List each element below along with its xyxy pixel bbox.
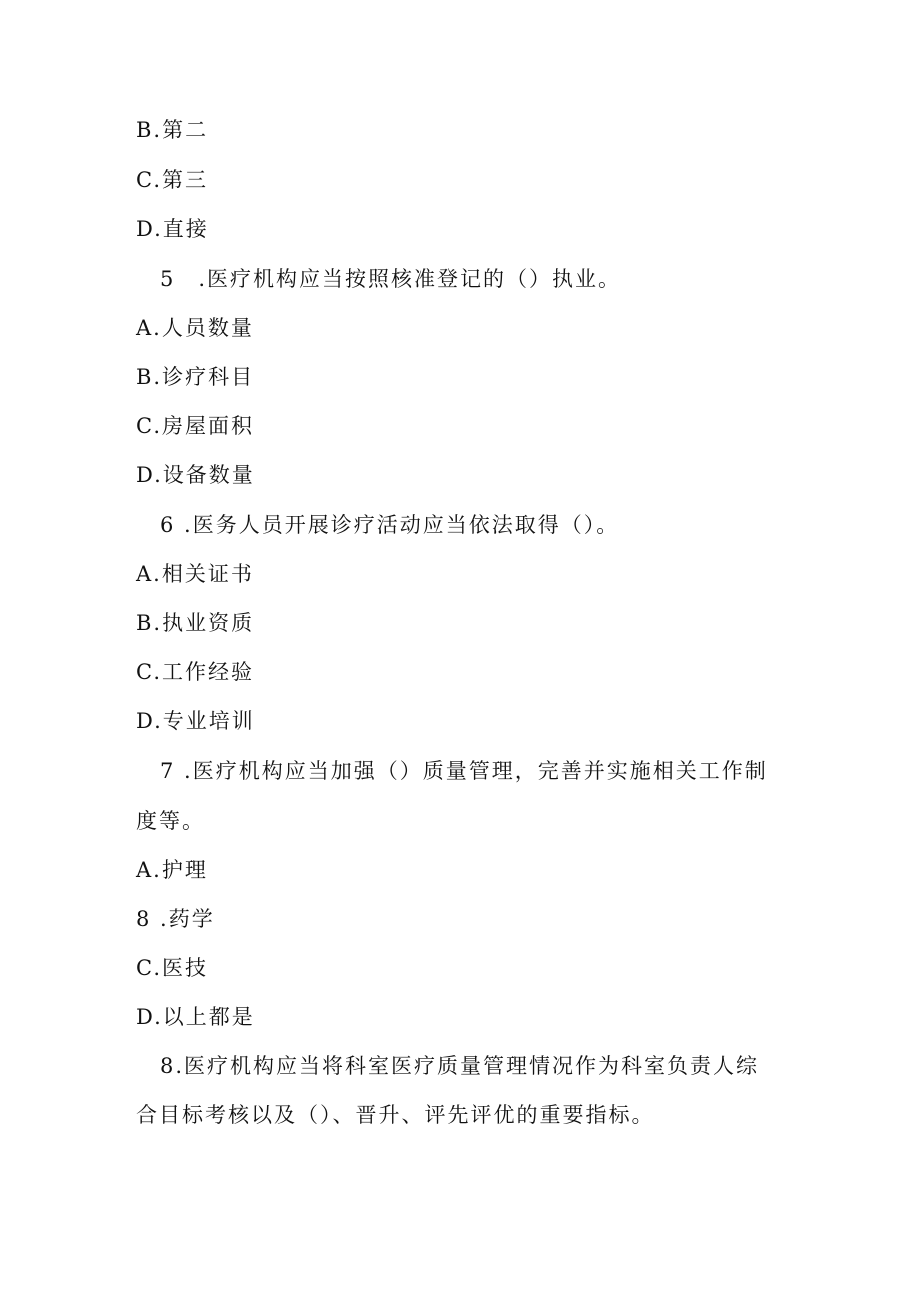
question-7-option-a: A.护理 [136, 858, 208, 882]
option-b-line: B.第二 [136, 118, 209, 142]
question-7-option-d: D.以上都是 [136, 1005, 255, 1029]
option-d-line: D.直接 [136, 217, 209, 241]
question-8-line-2: 合目标考核以及（）、晋升、评先评优的重要指标。 [136, 1103, 655, 1127]
question-7-option-b: 8 .药学 [136, 907, 215, 931]
question-6-option-c: C.工作经验 [136, 660, 254, 684]
question-6-option-d: D.专业培训 [136, 709, 255, 733]
question-7-option-c: C.医技 [136, 956, 208, 980]
option-c-line: C.第三 [136, 168, 208, 192]
question-6-option-b: B.执业资质 [136, 611, 255, 635]
question-6: 6 .医务人员开展诊疗活动应当依法取得（）。 [160, 513, 620, 537]
question-5-option-c: C.房屋面积 [136, 414, 254, 438]
question-5-option-b: B.诊疗科目 [136, 365, 255, 389]
question-7-line-2: 度等。 [136, 809, 205, 833]
question-5-option-a: A.人员数量 [136, 316, 254, 340]
question-5-option-d: D.设备数量 [136, 463, 255, 487]
question-6-option-a: A.相关证书 [136, 562, 254, 586]
question-8-line-1: 8.医疗机构应当将科室医疗质量管理情况作为科室负责人综 [160, 1054, 760, 1078]
question-7-line-1: 7 .医疗机构应当加强（）质量管理，完善并实施相关工作制 [160, 759, 768, 783]
question-5: 5 .医疗机构应当按照核准登记的（）执业。 [160, 267, 622, 291]
